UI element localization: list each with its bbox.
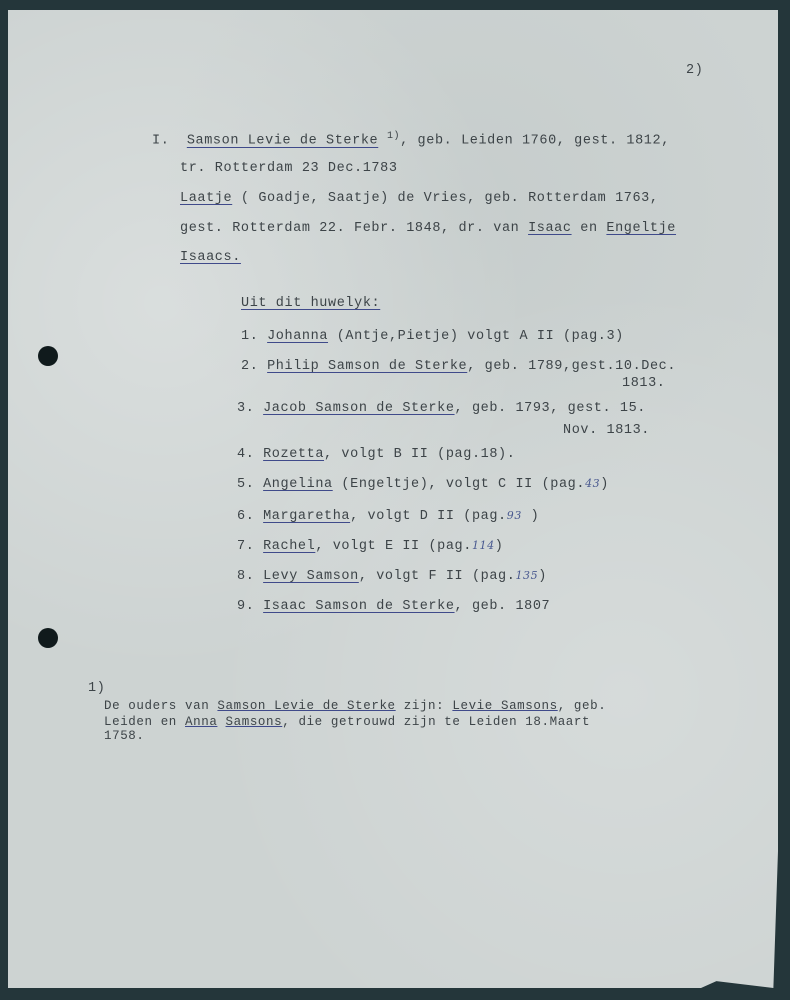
entry-text: ( Goadje, Saatje) de Vries, xyxy=(232,191,476,206)
person-name: Samson Levie de Sterke xyxy=(217,699,396,713)
entry-line-4 xyxy=(180,222,676,236)
child-item: 7. Rachel, volgt E II (pag.114) xyxy=(237,539,504,554)
child-name: Johanna xyxy=(267,329,329,344)
child-name: Margaretha xyxy=(263,509,351,524)
punch-hole xyxy=(38,628,58,648)
parent-name: Isaacs. xyxy=(180,250,241,265)
parent-name: Engeltje xyxy=(606,221,677,236)
child-item-continuation: Nov. 1813. xyxy=(563,423,651,438)
entry-line-3 xyxy=(180,192,659,206)
person-name: Samsons xyxy=(225,715,283,729)
page-number: 2) xyxy=(686,63,704,78)
entry-line-5 xyxy=(180,251,241,265)
child-item: 6. Margaretha, volgt D II (pag.93 ) xyxy=(237,509,540,524)
children-heading: Uit dit huwelyk: xyxy=(241,296,381,311)
punch-hole xyxy=(38,346,58,366)
child-item-continuation: 1813. xyxy=(622,376,666,391)
handwritten-page: 114 xyxy=(471,539,495,552)
handwritten-page: 43 xyxy=(585,477,601,490)
entry-text: geb. Rotterdam 1763, xyxy=(475,191,659,206)
document-page xyxy=(8,10,778,988)
child-name: Rozetta xyxy=(263,447,325,462)
footnote-line-1: De ouders van Samson Levie de Sterke zijn: Levie Samsons, geb. xyxy=(104,699,607,713)
child-item: 1. Johanna (Antje,Pietje) volgt A II (pag.3) xyxy=(241,329,624,344)
handwritten-page: 135 xyxy=(515,569,539,582)
spouse-name: Laatje xyxy=(180,191,233,206)
child-name: Angelina xyxy=(263,477,333,492)
child-item: 5. Angelina (Engeltje), volgt C II (pag.43) xyxy=(237,477,609,492)
person-name: Samson Levie de Sterke xyxy=(186,133,379,149)
entry-number: I. xyxy=(152,133,170,149)
entry-line-1 xyxy=(152,132,670,148)
child-item: 2. Philip Samson de Sterke, geb. 1789,gest.10.Dec. xyxy=(241,359,677,374)
person-name: Levie Samsons xyxy=(452,699,558,713)
footnote-mark: 1) xyxy=(88,681,106,696)
child-name: Isaac Samson de Sterke xyxy=(263,599,455,614)
child-name: Jacob Samson de Sterke xyxy=(263,401,455,416)
child-item: 9. Isaac Samson de Sterke, geb. 1807 xyxy=(237,599,551,614)
footnote-line-2: Leiden en Anna Samsons, die getrouwd zijn te Leiden 18.Maart xyxy=(104,715,591,729)
person-name: Anna xyxy=(185,715,218,729)
footnote-line-3: 1758. xyxy=(104,729,145,743)
child-name: Philip Samson de Sterke xyxy=(267,359,468,374)
child-item: 8. Levy Samson, volgt F II (pag.135) xyxy=(237,569,547,584)
entry-text: en xyxy=(571,221,607,236)
entry-line-2: tr. Rotterdam 23 Dec.1783 xyxy=(180,161,398,176)
child-item: 3. Jacob Samson de Sterke, geb. 1793, gest. 15. xyxy=(237,401,646,416)
entry-text: , geb. Leiden 1760, gest. 1812, xyxy=(400,133,670,149)
child-name: Levy Samson xyxy=(263,569,359,584)
footnote-ref: 1) xyxy=(386,131,401,142)
entry-text: gest. Rotterdam 22. Febr. 1848, dr. van xyxy=(180,221,529,236)
child-item: 4. Rozetta, volgt B II (pag.18). xyxy=(237,447,516,462)
parent-name: Isaac xyxy=(528,221,572,236)
child-name: Rachel xyxy=(263,539,316,554)
handwritten-page: 93 xyxy=(506,509,522,522)
